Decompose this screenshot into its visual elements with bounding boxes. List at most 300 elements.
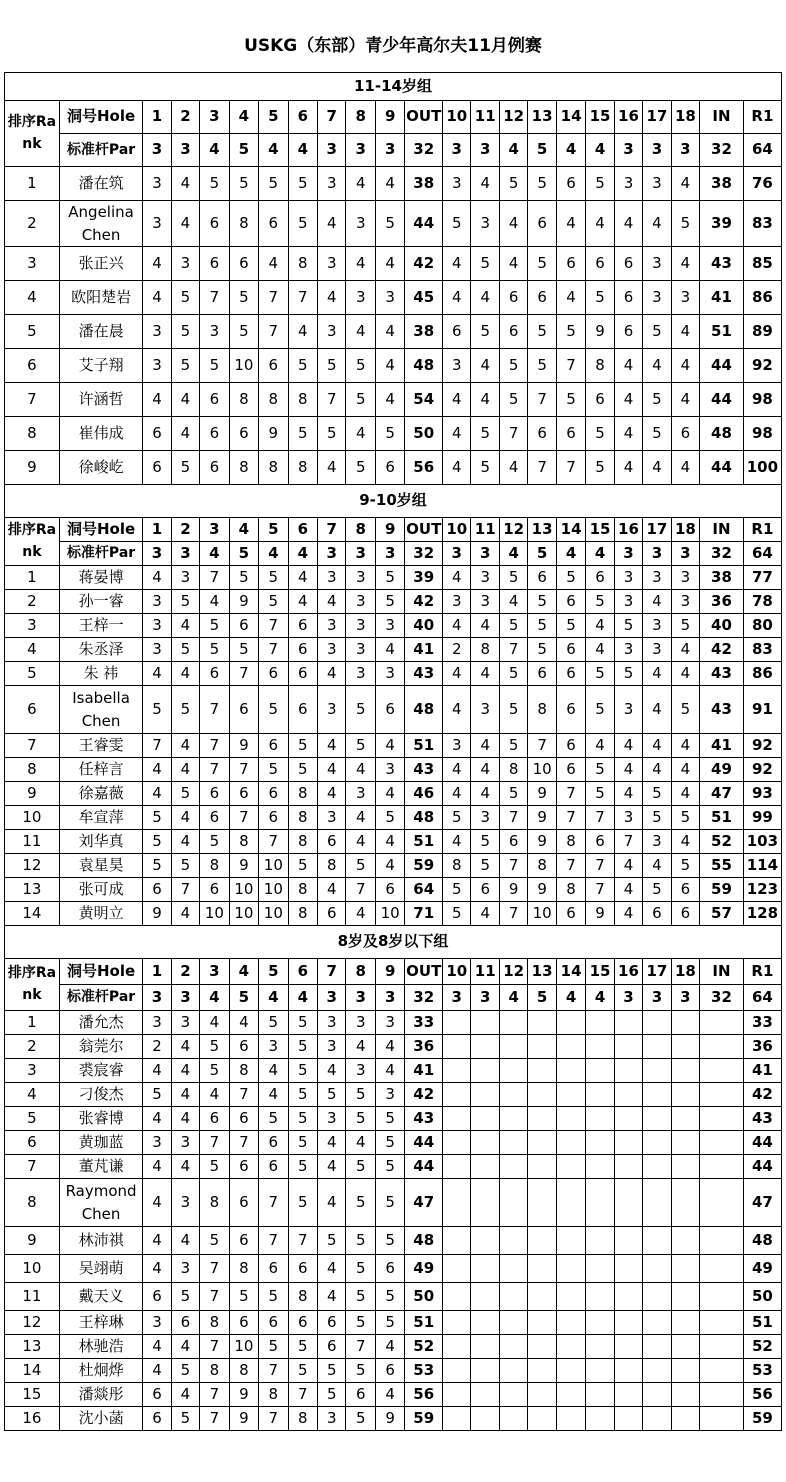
score-cell: 5 [288,1083,317,1107]
score-cell [528,1255,556,1283]
par-value: 5 [229,985,258,1011]
score-cell: 3 [614,638,642,662]
par-value: 32 [405,985,443,1011]
score-cell: 5 [375,1227,404,1255]
score-cell [614,1255,642,1283]
score-cell: 4 [171,1383,199,1407]
score-cell: 4 [471,281,499,315]
score-cell [671,1179,699,1227]
score-cell: 4 [586,201,614,247]
score-cell: 7 [499,902,527,926]
score-cell: 4 [200,590,229,614]
score-cell: 80 [743,614,781,638]
score-cell: 5 [259,590,288,614]
score-cell [499,1359,527,1383]
score-cell: 5 [614,662,642,686]
score-cell: 3 [318,315,346,349]
hole-number: 6 [288,959,317,985]
score-cell: 6 [200,782,229,806]
hole-number: 12 [499,101,527,134]
score-cell: 5 [528,315,556,349]
score-cell: 8 [288,878,317,902]
score-cell: 6 [443,315,471,349]
table-row [5,806,782,830]
table-row [5,1035,782,1059]
score-cell: 5 [528,247,556,281]
score-cell: 5 [171,349,199,383]
score-cell: 48 [405,806,443,830]
score-cell: 86 [743,281,781,315]
score-cell: 5 [259,686,288,734]
score-cell: 4 [288,590,317,614]
hole-header: 洞号Hole [59,518,142,542]
score-cell: 5 [499,734,527,758]
score-cell: 5 [443,806,471,830]
score-cell [700,1059,744,1083]
score-cell: 5 [586,451,614,485]
hole-number: OUT [405,959,443,985]
hole-number: 18 [671,959,699,985]
hole-number: 11 [471,959,499,985]
score-cell: 50 [743,1283,781,1311]
player-name: 朱丞泽 [59,638,142,662]
table-row [5,1011,782,1035]
score-cell [499,1035,527,1059]
table-row [5,1179,782,1227]
score-cell: 9 [499,878,527,902]
score-cell: 114 [743,854,781,878]
score-cell: 6 [288,686,317,734]
score-cell [586,1059,614,1083]
group-title: 9-10岁组 [5,485,782,518]
score-cell: 5 [143,1083,171,1107]
score-cell: 9 [586,902,614,926]
score-cell: 56 [405,451,443,485]
score-cell: 4 [671,383,699,417]
score-cell: 8 [443,854,471,878]
score-cell: 4 [171,201,199,247]
score-cell: 5 [375,1311,404,1335]
par-value: 3 [643,985,671,1011]
hole-number: 1 [143,959,171,985]
score-cell: 5 [375,566,404,590]
score-cell: 36 [743,1035,781,1059]
player-rank: 9 [5,782,60,806]
score-cell: 3 [143,315,171,349]
player-name: 崔伟成 [59,417,142,451]
score-cell: 49 [743,1255,781,1283]
par-value: 64 [743,542,781,566]
score-cell [499,1255,527,1283]
group-title: 8岁及8岁以下组 [5,926,782,959]
score-cell: 4 [643,758,671,782]
score-cell: 51 [743,1311,781,1335]
score-cell [700,1179,744,1227]
score-cell [643,1283,671,1311]
score-cell: 7 [346,1335,375,1359]
score-cell: 4 [375,1383,404,1407]
score-cell [614,1311,642,1335]
score-cell: 6 [143,1283,171,1311]
player-rank: 3 [5,247,60,281]
par-value: 32 [405,542,443,566]
score-cell: 10 [375,902,404,926]
score-cell: 5 [471,830,499,854]
score-cell [671,1283,699,1311]
score-cell: 4 [499,201,527,247]
score-cell [700,1011,744,1035]
par-value: 4 [586,542,614,566]
score-cell [614,1059,642,1083]
score-cell: 4 [143,1107,171,1131]
score-cell: 93 [743,782,781,806]
score-cell [443,1407,471,1431]
score-cell: 3 [318,566,346,590]
score-cell: 4 [171,1107,199,1131]
score-cell [556,1407,585,1431]
score-cell: 8 [229,1255,258,1283]
score-cell: 8 [200,1359,229,1383]
par-header: 标准杆Par [59,134,142,167]
score-cell: 3 [171,1255,199,1283]
score-cell [499,1131,527,1155]
score-cell: 92 [743,349,781,383]
score-cell: 4 [318,782,346,806]
score-cell: 7 [229,806,258,830]
player-rank: 14 [5,1359,60,1383]
score-cell: 6 [556,167,585,201]
score-cell: 56 [743,1383,781,1407]
score-cell [499,1383,527,1407]
score-cell: 5 [671,686,699,734]
score-cell: 8 [318,854,346,878]
score-cell [471,1255,499,1283]
score-cell [700,1255,744,1283]
score-cell: 5 [528,614,556,638]
score-cell: 43 [700,686,744,734]
score-cell: 3 [318,614,346,638]
score-cell: 6 [143,417,171,451]
score-cell: 10 [229,349,258,383]
score-cell: 4 [143,247,171,281]
score-cell: 3 [143,614,171,638]
hole-number: 9 [375,959,404,985]
player-name: 王梓一 [59,614,142,638]
scoreboard-table [4,72,782,1431]
score-cell [586,1359,614,1383]
score-cell: 4 [318,590,346,614]
score-cell: 5 [671,806,699,830]
score-cell: 5 [528,167,556,201]
score-cell: 5 [288,1179,317,1227]
score-cell [556,1131,585,1155]
score-cell: 5 [346,1255,375,1283]
player-name: 沈小菡 [59,1407,142,1431]
score-cell: 8 [288,383,317,417]
score-cell: 48 [405,686,443,734]
score-cell: 53 [743,1359,781,1383]
score-cell: 4 [318,1255,346,1283]
score-cell: 3 [318,167,346,201]
score-cell: 3 [443,349,471,383]
score-cell: 4 [671,349,699,383]
score-cell: 33 [743,1011,781,1035]
score-cell: 43 [405,662,443,686]
score-cell: 8 [499,758,527,782]
hole-number: 10 [443,518,471,542]
score-cell: 36 [700,590,744,614]
score-cell: 6 [375,1255,404,1283]
score-cell: 5 [528,638,556,662]
par-value: 3 [471,985,499,1011]
score-cell: 3 [143,1011,171,1035]
score-cell: 4 [200,1011,229,1035]
rank-header: 排序Rank [5,101,60,167]
score-cell: 4 [346,758,375,782]
hole-number: IN [700,959,744,985]
par-value: 3 [171,542,199,566]
score-cell: 4 [346,902,375,926]
score-cell: 6 [318,902,346,926]
player-rank: 7 [5,734,60,758]
score-cell [614,1407,642,1431]
score-cell: 51 [405,1311,443,1335]
score-cell: 7 [586,806,614,830]
score-cell: 7 [229,1131,258,1155]
score-cell: 5 [171,686,199,734]
score-cell: 3 [318,638,346,662]
score-cell [556,1359,585,1383]
score-cell: 7 [200,1407,229,1431]
score-cell: 4 [443,281,471,315]
hole-number: 17 [643,101,671,134]
table-row [5,1059,782,1083]
score-cell [499,1107,527,1131]
score-cell: 7 [259,1227,288,1255]
score-cell [700,1107,744,1131]
score-cell: 3 [375,662,404,686]
score-cell: 4 [346,1131,375,1155]
score-cell: 3 [171,1179,199,1227]
score-cell: 5 [586,167,614,201]
score-cell: 4 [346,315,375,349]
player-name: 潘在晨 [59,315,142,349]
score-cell: 5 [556,614,585,638]
score-cell: 6 [288,638,317,662]
score-cell: 5 [375,806,404,830]
score-cell: 4 [375,830,404,854]
score-cell: 5 [200,830,229,854]
par-header-row [5,985,782,1011]
score-cell: 4 [171,1335,199,1359]
score-cell [499,1179,527,1227]
score-cell: 5 [586,782,614,806]
score-cell: 5 [288,1335,317,1359]
score-cell: 91 [743,686,781,734]
score-cell: 7 [556,451,585,485]
player-rank: 1 [5,566,60,590]
score-cell: 5 [586,686,614,734]
hole-number: 13 [528,101,556,134]
score-cell: 5 [171,451,199,485]
par-value: 3 [318,985,346,1011]
score-cell [556,1227,585,1255]
player-name: 艾子翔 [59,349,142,383]
score-cell [443,1383,471,1407]
score-cell: 8 [229,830,258,854]
score-cell: 3 [614,590,642,614]
score-cell: 5 [171,1407,199,1431]
score-cell [643,1227,671,1255]
score-cell: 3 [643,566,671,590]
table-row [5,638,782,662]
score-cell: 4 [318,1059,346,1083]
score-cell [556,1335,585,1359]
score-cell: 3 [375,1011,404,1035]
score-cell [443,1011,471,1035]
score-cell: 7 [229,1083,258,1107]
score-cell: 6 [556,686,585,734]
score-cell: 6 [143,451,171,485]
player-name: Isabella Chen [59,686,142,734]
par-value: 5 [229,542,258,566]
score-cell: 4 [671,734,699,758]
score-cell [556,1255,585,1283]
score-cell: 9 [229,854,258,878]
score-cell: 6 [259,1131,288,1155]
par-value: 3 [171,134,199,167]
score-cell: 7 [614,830,642,854]
hole-number: 15 [586,101,614,134]
score-cell: 4 [259,247,288,281]
score-cell: 8 [556,830,585,854]
player-name: 徐峻屹 [59,451,142,485]
player-name: 黄明立 [59,902,142,926]
score-cell: 7 [259,614,288,638]
score-cell: 98 [743,383,781,417]
score-cell: 4 [143,1179,171,1227]
score-cell: 3 [346,638,375,662]
score-cell: 5 [259,1011,288,1035]
hole-number: 16 [614,959,642,985]
hole-number: 12 [499,959,527,985]
score-cell: 7 [288,281,317,315]
score-cell: 5 [346,349,375,383]
score-cell: 5 [200,1059,229,1083]
score-cell: 4 [346,806,375,830]
score-cell [443,1155,471,1179]
player-name: 蒋晏博 [59,566,142,590]
score-cell: 5 [614,614,642,638]
hole-number: 10 [443,959,471,985]
score-cell: 3 [614,686,642,734]
score-cell: 3 [443,734,471,758]
score-cell: 5 [346,451,375,485]
score-cell: 6 [229,1155,258,1179]
player-name: 杜炯烨 [59,1359,142,1383]
par-value: 4 [288,985,317,1011]
par-value: 32 [405,134,443,167]
score-cell: 41 [700,734,744,758]
score-cell: 5 [375,1283,404,1311]
score-cell: 6 [200,662,229,686]
score-cell: 3 [200,315,229,349]
score-cell: 5 [586,590,614,614]
par-value: 3 [443,542,471,566]
score-cell: 5 [288,734,317,758]
score-cell: 44 [405,1155,443,1179]
par-value: 4 [499,542,527,566]
score-cell: 5 [443,201,471,247]
score-cell: 8 [259,1383,288,1407]
score-cell: 4 [171,1155,199,1179]
score-cell: 5 [288,1011,317,1035]
score-cell: 5 [229,167,258,201]
par-value: 3 [143,134,171,167]
hole-number: 2 [171,101,199,134]
score-cell [586,1311,614,1335]
player-name: 林驰浩 [59,1335,142,1359]
hole-header: 洞号Hole [59,959,142,985]
score-cell: 4 [471,349,499,383]
score-cell: 6 [499,315,527,349]
score-cell [443,1179,471,1227]
score-cell: 8 [200,1179,229,1227]
score-cell: 4 [443,451,471,485]
player-name: 潘燚彤 [59,1383,142,1407]
player-name: 刘华真 [59,830,142,854]
score-cell: 41 [700,281,744,315]
score-cell: 4 [318,451,346,485]
score-cell [471,1227,499,1255]
score-cell: 43 [405,1107,443,1131]
score-cell [528,1107,556,1131]
score-cell: 6 [171,1311,199,1335]
score-cell: 5 [229,315,258,349]
score-cell: 40 [405,614,443,638]
score-cell [671,1131,699,1155]
score-cell: 3 [614,167,642,201]
score-cell: 4 [375,854,404,878]
score-cell: 5 [143,686,171,734]
score-cell: 6 [259,1311,288,1335]
par-value: 3 [318,542,346,566]
score-cell [528,1359,556,1383]
table-row [5,734,782,758]
par-value: 3 [671,985,699,1011]
score-cell: 6 [229,417,258,451]
score-cell: 5 [643,878,671,902]
hole-number: 6 [288,101,317,134]
score-cell: 5 [143,830,171,854]
score-cell: 5 [586,662,614,686]
par-value: 3 [614,985,642,1011]
hole-number: R1 [743,959,781,985]
player-name: 张睿博 [59,1107,142,1131]
player-rank: 7 [5,1155,60,1179]
score-cell: 83 [743,201,781,247]
group-section-row [5,73,782,101]
score-cell: 6 [556,902,585,926]
score-cell: 52 [743,1335,781,1359]
score-cell: 39 [405,566,443,590]
score-cell [671,1311,699,1335]
score-cell: 4 [171,383,199,417]
score-cell [586,1283,614,1311]
score-cell: 4 [171,1059,199,1083]
score-cell [643,1383,671,1407]
score-cell: 9 [143,902,171,926]
